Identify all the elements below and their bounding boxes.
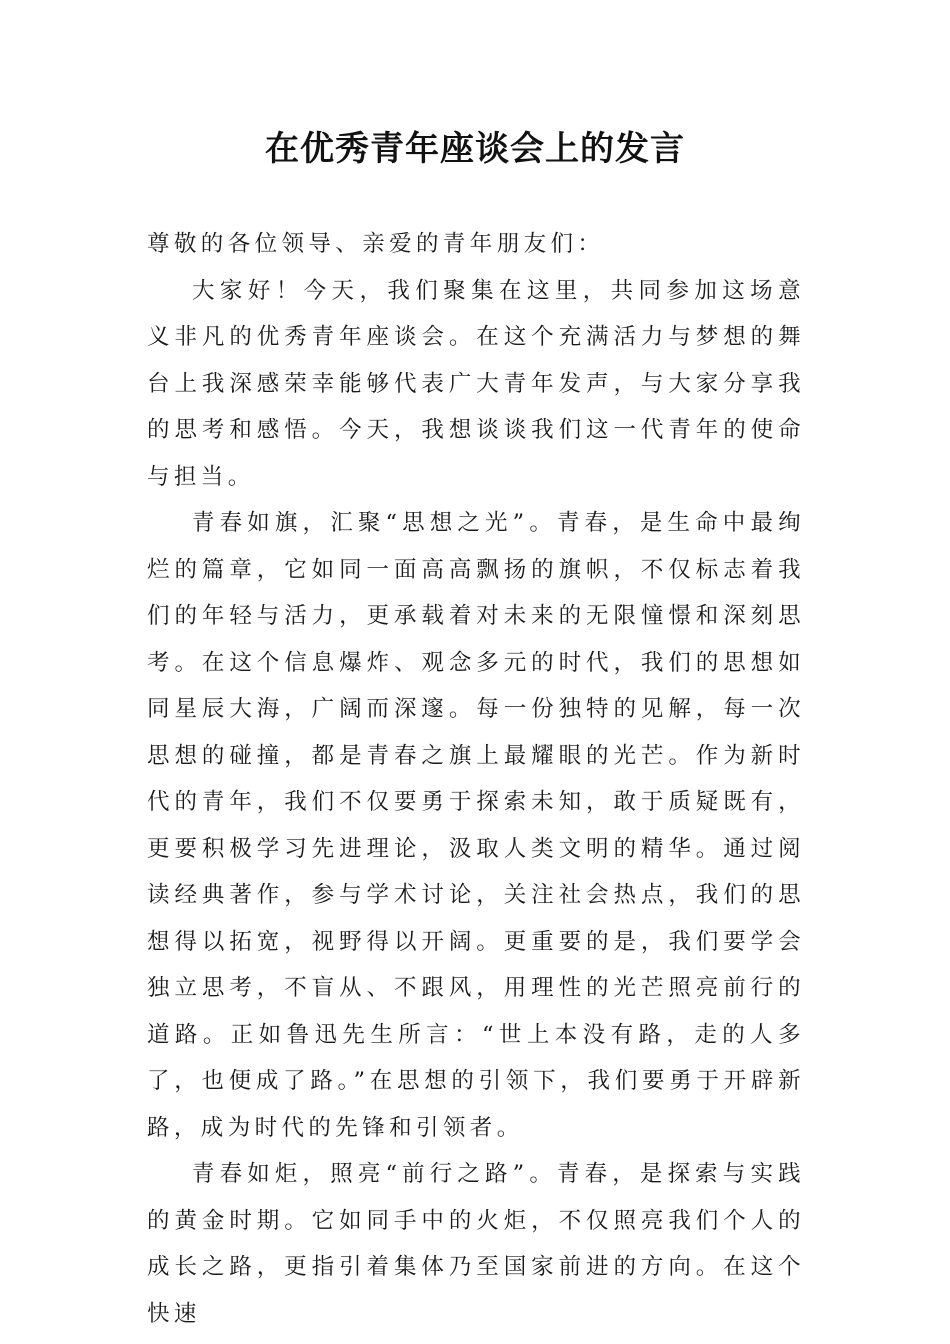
salutation: 尊敬的各位领导、亲爱的青年朋友们：	[147, 231, 605, 257]
paragraph-opening: 大家好！今天，我们聚集在这里，共同参加这场意义非凡的优秀青年座谈会。在这个充满活力与梦想的舞台上我深感荣幸能够代表广大青年发声，与大家分享我的思考和感悟。今天，我想谈谈我们这一代青年的使命与担当。	[147, 277, 805, 490]
document-title: 在优秀青年座谈会上的发言	[265, 129, 685, 169]
document-body	[147, 221, 805, 1337]
paragraph-path-forward: 青春如炬，照亮“前行之路”。青春，是探索与实践的黄金时期。它如同手中的火炬，不仅照亮我们个人的成长之路，更指引着集体乃至国家前进的方向。在这个快速	[147, 1161, 805, 1327]
paragraph-thought-light: 青春如旗，汇聚“思想之光”。青春，是生命中最绚烂的篇章，它如同一面高高飘扬的旗帜，不仅标志着我们的年轻与活力，更承载着对未来的无限憧憬和深刻思考。在这个信息爆炸、观念多元的时代，我们的思想如同星辰大海，广阔而深邃。每一份独特的见解，每一次思想的碰撞，都是青春之旗上最耀眼的光芒。作为新时代的青年，我们不仅要勇于探索未知，敢于质疑既有，更要积极学习先进理论，汲取人类文明的精华。通过阅读经典著作，参与学术讨论，关注社会热点，我们的思想得以拓宽，视野得以开阔。更重要的是，我们要学会独立思考，不盲从、不跟风，用理性的光芒照亮前行的道路。正如鲁迅先生所言：“世上本没有路，走的人多了，也便成了路。”在思想的引领下，我们要勇于开辟新路，成为时代的先锋和引领者。	[147, 510, 805, 1141]
